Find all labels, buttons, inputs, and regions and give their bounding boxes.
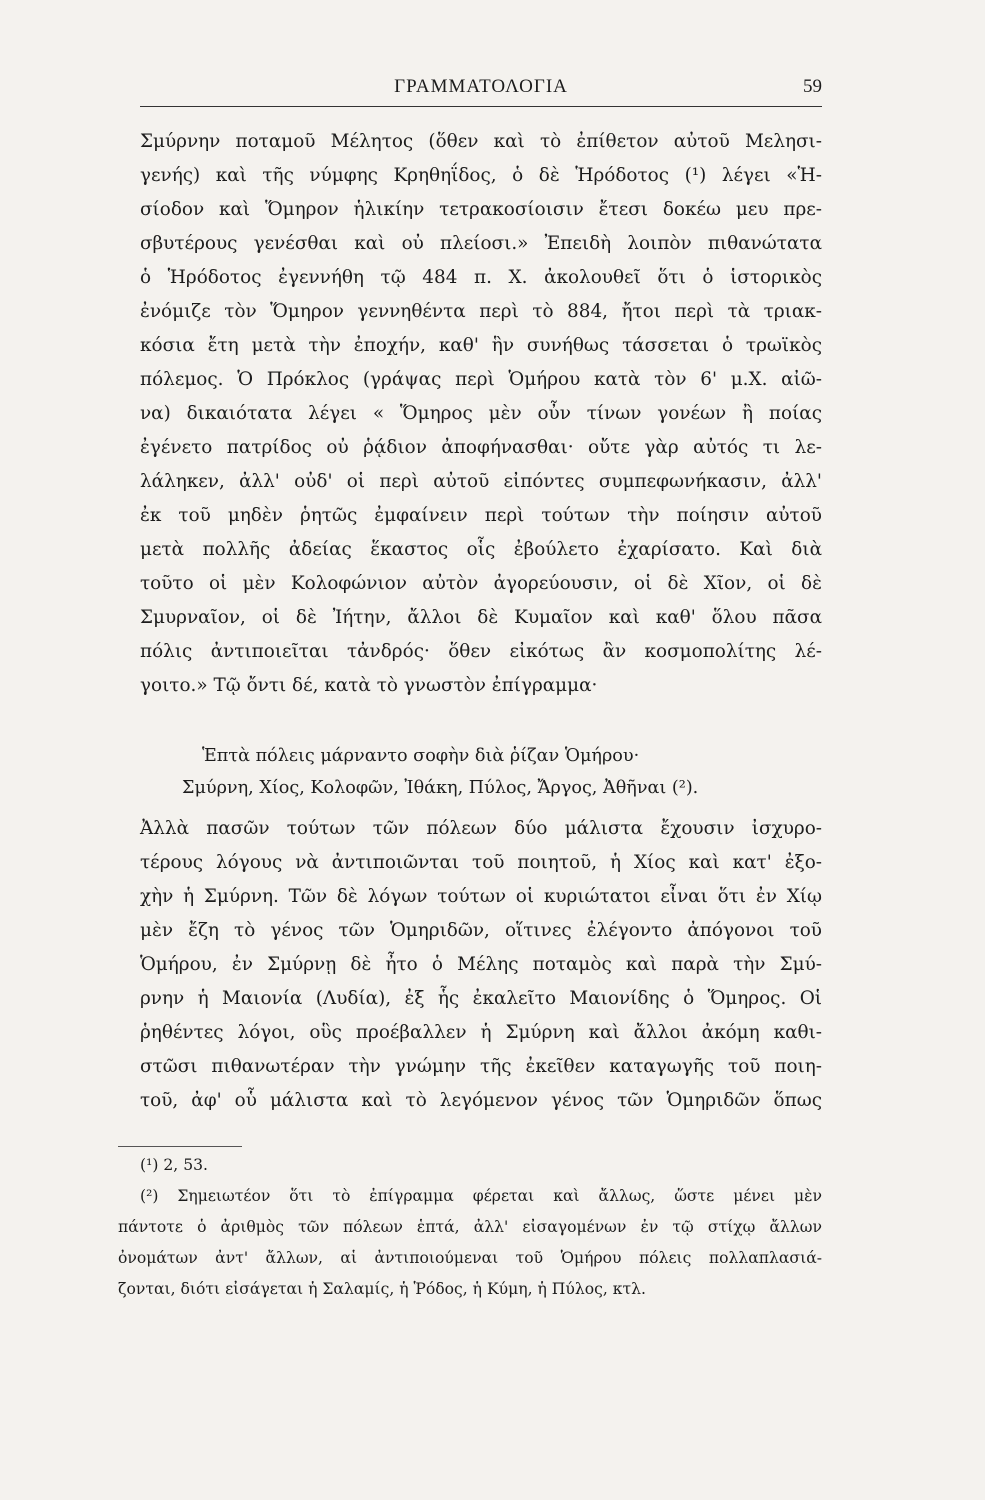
footnote-separator [118, 1146, 242, 1147]
body-text-continued [140, 812, 822, 1118]
body-text [140, 125, 822, 703]
footnotes [118, 1150, 822, 1305]
epigram-line: Ἑπτὰ πόλεις μάρναντο σοφὴν διὰ ῥίζαν Ὁμήρου· [202, 746, 640, 766]
paragraph-2 [140, 812, 822, 1118]
text-line: Σμυρναῖον, οἱ δὲ Ἰήτην, ἄλλοι δὲ Κυμαῖον καὶ καθ' ὅλου πᾶσα [140, 607, 822, 628]
footnote-1: (¹) 2, 53. [140, 1156, 209, 1174]
text-line: γοιτο.» Τῷ ὄντι δέ, κατὰ τὸ γνωστὸν ἐπίγραμμα· [140, 675, 598, 696]
footnote-2-line: (²) Σημειωτέον ὅτι τὸ ἐπίγραμμα φέρεται καὶ ἄλλως, ὥστε μένει μὲν [140, 1187, 822, 1205]
text-line: χὴν ἡ Σμύρνη. Τῶν δὲ λόγων τούτων οἱ κυριώτατοι εἶναι ὅτι ἐν Χίῳ [140, 886, 822, 907]
text-line: τοῦ, ἀφ' οὗ μάλιστα καὶ τὸ λεγόμενον γένος τῶν Ὁμηριδῶν ὅπως [140, 1090, 822, 1111]
text-line: σίοδον καὶ Ὅμηρον ἡλικίην τετρακοσίοισιν ἔτεσι δοκέω μευ πρε- [140, 199, 822, 220]
text-line: σβυτέρους γενέσθαι καὶ οὐ πλείοσι.» Ἐπειδὴ λοιπὸν πιθανώτατα [140, 233, 822, 254]
page-header [140, 72, 822, 107]
running-head: ΓΡΑΜΜΑΤΟΛΟΓΙΑ [394, 76, 568, 97]
text-line: τοῦτο οἱ μὲν Κολοφώνιον αὐτὸν ἀγορεύουσιν, οἱ δὲ Χῖον, οἱ δὲ [140, 573, 822, 594]
text-line: μετὰ πολλῆς ἀδείας ἕκαστος οἷς ἐβούλετο ἐχαρίσατο. Καὶ διὰ [140, 539, 822, 560]
footnote-2-line: ὀνομάτων ἀντ' ἄλλων, αἱ ἀντιποιούμεναι τοῦ Ὁμήρου πόλεις πολλαπλασιά- [118, 1249, 822, 1267]
text-line: να) δικαιότατα λέγει « Ὅμηρος μὲν οὖν τίνων γονέων ἢ ποίας [140, 403, 822, 424]
text-line: Ἀλλὰ πασῶν τούτων τῶν πόλεων δύο μάλιστα ἔχουσιν ἰσχυρο- [140, 818, 822, 839]
text-line: Ὁμήρου, ἐν Σμύρνῃ δὲ ἦτο ὁ Μέλης ποταμὸς καὶ παρὰ τὴν Σμύ- [140, 954, 822, 975]
text-line: τέρους λόγους νὰ ἀντιποιῶνται τοῦ ποιητοῦ, ἡ Χίος καὶ κατ' ἐξο- [140, 852, 822, 873]
page-number: 59 [803, 76, 822, 97]
text-line: στῶσι πιθανωτέραν τὴν γνώμην τῆς ἐκεῖθεν καταγωγῆς τοῦ ποιη- [140, 1056, 822, 1077]
text-line: ρνην ἡ Μαιονία (Λυδία), ἐξ ἧς ἐκαλεῖτο Μαιονίδης ὁ Ὅμηρος. Οἱ [140, 988, 822, 1009]
text-line: ὁ Ἡρόδοτος ἐγεννήθη τῷ 484 π. Χ. ἀκολουθεῖ ὅτι ὁ ἱστορικὸς [140, 267, 822, 288]
text-line: ἐνόμιζε τὸν Ὅμηρον γεννηθέντα περὶ τὸ 884, ἤτοι περὶ τὰ τριακ- [140, 301, 822, 322]
text-line: μὲν ἔζη τὸ γένος τῶν Ὁμηριδῶν, οἵτινες ἐλέγοντο ἀπόγονοι τοῦ [140, 920, 822, 941]
text-line: λάληκεν, ἀλλ' οὐδ' οἱ περὶ αὐτοῦ εἰπόντες συμπεφωνήκασιν, ἀλλ' [140, 471, 822, 492]
epigram [140, 740, 822, 804]
footnote-2-line: ζονται, διότι εἰσάγεται ἡ Σαλαμίς, ἡ Ῥόδος, ἡ Κύμη, ἡ Πύλος, κτλ. [118, 1280, 647, 1298]
text-line: ῥηθέντες λόγοι, οὓς προέβαλλεν ἡ Σμύρνη καὶ ἄλλοι ἀκόμη καθι- [140, 1022, 822, 1043]
text-line: ἐγένετο πατρίδος οὐ ῥᾴδιον ἀποφήνασθαι· οὔτε γὰρ αὐτός τι λε- [140, 437, 822, 458]
epigram-line: Σμύρνη, Χίος, Κολοφῶν, Ἰθάκη, Πύλος, Ἄργος, Ἀθῆναι (²). [182, 778, 699, 798]
text-line: Σμύρνην ποταμοῦ Μέλητος (ὅθεν καὶ τὸ ἐπίθετον αὐτοῦ Μελησι- [140, 131, 822, 152]
paragraph-1 [140, 125, 822, 703]
footnote-2-line: πάντοτε ὁ ἀριθμὸς τῶν πόλεων ἑπτά, ἀλλ' εἰσαγομένων ἐν τῷ στίχῳ ἄλλων [118, 1218, 822, 1236]
text-line: γενής) καὶ τῆς νύμφης Κρηθηΐδος, ὁ δὲ Ἡρόδοτος (¹) λέγει «Ἡ- [140, 165, 822, 186]
text-line: κόσια ἔτη μετὰ τὴν ἐποχήν, καθ' ἣν συνήθως τάσσεται ὁ τρωϊκὸς [140, 335, 822, 356]
text-line: πόλεμος. Ὁ Πρόκλος (γράψας περὶ Ὁμήρου κατὰ τὸν 6' μ.Χ. αἰῶ- [140, 369, 822, 390]
text-line: ἐκ τοῦ μηδὲν ῥητῶς ἐμφαίνειν περὶ τούτων τὴν ποίησιν αὐτοῦ [140, 505, 822, 526]
text-line: πόλις ἀντιποιεῖται τἀνδρός· ὅθεν εἰκότως ἂν κοσμοπολίτης λέ- [140, 641, 822, 662]
